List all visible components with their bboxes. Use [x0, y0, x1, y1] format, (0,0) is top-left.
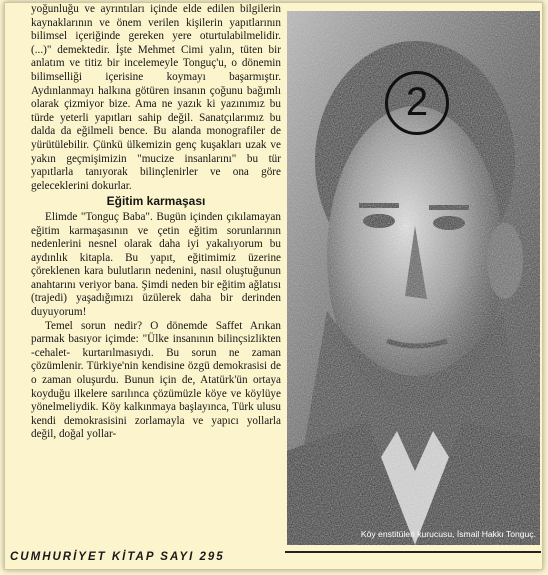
photo-caption: Köy enstitüleri kurucusu, İsmail Hakkı Tonguç.: [360, 529, 536, 539]
article-paragraph: Elimde "Tonguç Baba". Bugün içinden çıkılamayan eğitim karmaşasının ve çetin eğitim sorunlarının nedenlerini nesnel olarak daha iyi yakalıyorum bu aydınlık kitapla. Bu yapıt, eğitimimiz üzerine çöreklenen kara bulutların nedenini, nasıl oluştuğunun anahtarını veriyor bana. Şimdi neden bir eğitim ağlatısı (trajedi) yaşadığımızı üzülerek daha bir derinden duyuyorum!: [31, 210, 281, 319]
photo-number-badge: [385, 71, 449, 135]
page-footer: CUMHURİYET KİTAP SAYI 295: [10, 551, 225, 563]
article-subheading: Eğitim karmaşası: [106, 194, 206, 209]
article-column: [31, 3, 281, 551]
photo-number: 2: [405, 80, 429, 124]
page-frame: [4, 2, 543, 570]
article-paragraph: Temel sorun nedir? O dönemde Saffet Arıkan parmak basıyor içimde: "Ülke insanının bilinçsizlikten -cehalet- kurtarılmasıydı. Bu sorun ne zaman çözümlenir. Türkiye'nin kendisine özgü demokrasisi de o zaman oluşurdu. Bunun için de, Atatürk'ün ortaya koyduğu ilkelere sarılınca çözümüzle köye ve köylüye yönelmeliydik. Köy kalkınmaya başlayınca, Türk ulusu kendi demokrasisini zorlamayla ve yapıcı yollarla değil, doğal yollar-: [31, 319, 281, 441]
footer-rule: [285, 551, 541, 553]
portrait-photo: [287, 11, 540, 545]
article-paragraph: yoğunluğu ve ayrıntıları içinde elde edilen bilgilerin kaynaklarının ve önem verilen kişilerin yapıtlarının bilimsel içeriğinde gereken yere oturtulabilmelidir. (...)" demektedir. İşte Mehmet Cimi yalın, tüten bir anlatım ve titiz bir incelemeyle Tonguç'u, o dönemin bilimselliği içerisine koymayı başarmıştır. Aydınlanmayı halkına götüren insanın çoğunu bağımlı olarak çizmiyor bize. Ama ne yazık ki yazınımız bu türde yeterli yapıtları sahip değil. Sanatçılarımız bu dalda da eğilmeli bence. Bu alanda monografiler de yürütülebilir. Çünkü ülkemizin genç kuşakları uzak ve yakın geçmişimizin "mucize insanlarını" bu tür yapıtlarla tanıyorak bilinçlenirler ve ona göre geleceklerini dokurlar.: [31, 3, 281, 192]
